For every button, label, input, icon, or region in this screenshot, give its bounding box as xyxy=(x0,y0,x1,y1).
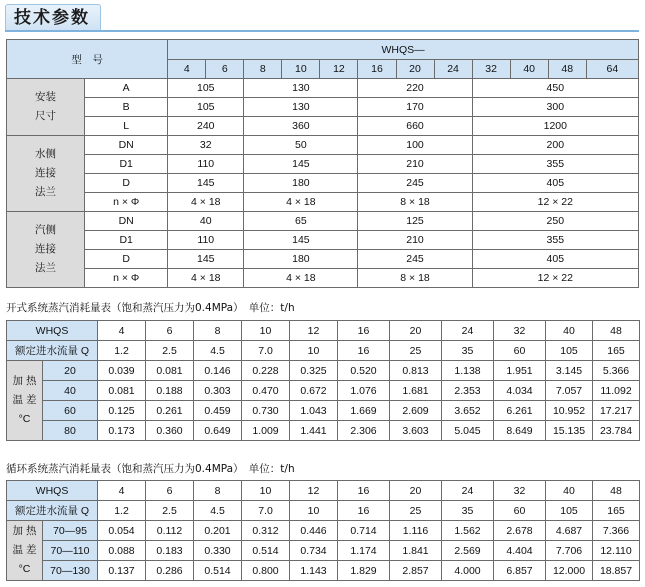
table-cell: 1.116 xyxy=(390,521,442,541)
model-number: 16 xyxy=(338,481,390,501)
model-number: 48 xyxy=(593,321,640,341)
table-cell: 105 xyxy=(546,341,593,361)
table-cell: 0.514 xyxy=(194,561,242,581)
table-cell: 660 xyxy=(358,117,472,136)
model-number: 48 xyxy=(593,481,640,501)
table-cell: 60 xyxy=(494,341,546,361)
table-cell: 170 xyxy=(358,98,472,117)
model-number: 10 xyxy=(282,60,320,79)
row-name: DN xyxy=(85,212,168,231)
model-number: 4 xyxy=(98,321,146,341)
section-title: 技术参数 xyxy=(14,8,90,28)
table-cell: 0.261 xyxy=(146,401,194,421)
table-cell: 4 × 18 xyxy=(168,269,244,288)
table-cell: 8 × 18 xyxy=(358,193,472,212)
table-cell: 210 xyxy=(358,231,472,250)
table-cell: 0.330 xyxy=(194,541,242,561)
table-cell: 3.145 xyxy=(546,361,593,381)
cycle-system-table xyxy=(6,480,640,581)
table-cell: 105 xyxy=(168,79,244,98)
temp-value: 20 xyxy=(43,361,98,381)
row-name: n × Φ xyxy=(85,193,168,212)
row-name: D xyxy=(85,250,168,269)
temp-label-line: °C xyxy=(18,413,31,425)
section-title-tab xyxy=(5,4,101,32)
temp-label-line: 加 热 xyxy=(12,525,37,537)
table-cell: 145 xyxy=(244,231,358,250)
table-cell: 130 xyxy=(244,98,358,117)
table-cell: 0.470 xyxy=(242,381,290,401)
temp-value: 70—95 xyxy=(43,521,98,541)
group-label-line: 连接 xyxy=(35,243,57,255)
temp-label-line: °C xyxy=(18,563,31,575)
table-cell: 130 xyxy=(244,79,358,98)
table-cell: 5.366 xyxy=(593,361,640,381)
open-system-caption: 开式系统蒸汽消耗量表（饱和蒸汽压力为0.4MPa） 单位：t/h xyxy=(6,302,295,314)
temp-value: 80 xyxy=(43,421,98,441)
temp-value: 70—130 xyxy=(43,561,98,581)
cycle-system-caption: 循环系统蒸汽消耗量表（饱和蒸汽压力为0.4MPa） 单位：t/h xyxy=(6,463,295,475)
temp-label-line: 加 热 xyxy=(12,375,37,387)
temp-value: 70—110 xyxy=(43,541,98,561)
table-cell: 6.261 xyxy=(494,401,546,421)
table-row xyxy=(7,79,639,98)
table-cell: 2.306 xyxy=(338,421,390,441)
model-number: 6 xyxy=(146,481,194,501)
table-cell: 1200 xyxy=(472,117,638,136)
table-cell: 0.730 xyxy=(242,401,290,421)
model-number: 32 xyxy=(472,60,510,79)
table-cell: 450 xyxy=(472,79,638,98)
table-cell: 1.562 xyxy=(442,521,494,541)
table-cell: 4 × 18 xyxy=(168,193,244,212)
table-row xyxy=(7,250,639,269)
model-number: 20 xyxy=(396,60,434,79)
table-cell: 0.088 xyxy=(98,541,146,561)
table-cell: 2.353 xyxy=(442,381,494,401)
table-cell: 1.009 xyxy=(242,421,290,441)
table-cell: 4.034 xyxy=(494,381,546,401)
table-cell: 25 xyxy=(390,501,442,521)
table-cell: 0.520 xyxy=(338,361,390,381)
model-label: WHQS xyxy=(7,321,98,341)
table-cell: 1.2 xyxy=(98,341,146,361)
table-cell: 355 xyxy=(472,155,638,174)
group-label-steam xyxy=(7,212,85,288)
table-cell: 0.312 xyxy=(242,521,290,541)
temp-value: 40 xyxy=(43,381,98,401)
table-cell: 405 xyxy=(472,174,638,193)
table-cell: 10 xyxy=(290,501,338,521)
table-cell: 15.135 xyxy=(546,421,593,441)
model-number-row xyxy=(7,481,640,501)
table-cell: 220 xyxy=(358,79,472,98)
table-cell: 0.112 xyxy=(146,521,194,541)
model-number: 12 xyxy=(290,321,338,341)
table-cell: 12.000 xyxy=(546,561,593,581)
table-cell: 1.143 xyxy=(290,561,338,581)
table-cell: 10 xyxy=(290,341,338,361)
table-cell: 7.706 xyxy=(546,541,593,561)
table-cell: 2.609 xyxy=(390,401,442,421)
table-row xyxy=(7,212,639,231)
table-cell: 25 xyxy=(390,341,442,361)
table-row xyxy=(7,174,639,193)
model-number: 20 xyxy=(390,481,442,501)
group-label-line: 安装 xyxy=(35,91,57,103)
model-number: 8 xyxy=(194,321,242,341)
model-number: 10 xyxy=(242,321,290,341)
series-label: WHQS— xyxy=(168,40,639,60)
table-cell: 105 xyxy=(168,98,244,117)
model-number: 24 xyxy=(442,481,494,501)
table-cell: 165 xyxy=(593,341,640,361)
model-number: 40 xyxy=(510,60,548,79)
open-system-table xyxy=(6,320,640,441)
table-cell: 7.0 xyxy=(242,341,290,361)
model-number: 48 xyxy=(548,60,586,79)
group-label-install xyxy=(7,79,85,136)
table-cell: 4 × 18 xyxy=(244,269,358,288)
model-number: 16 xyxy=(338,321,390,341)
model-number: 24 xyxy=(442,321,494,341)
row-name: n × Φ xyxy=(85,269,168,288)
row-name: D1 xyxy=(85,155,168,174)
model-number: 64 xyxy=(586,60,638,79)
table-cell: 210 xyxy=(358,155,472,174)
table-cell: 0.137 xyxy=(98,561,146,581)
table-cell: 110 xyxy=(168,155,244,174)
table-cell: 0.201 xyxy=(194,521,242,541)
table-cell: 7.0 xyxy=(242,501,290,521)
table-cell: 0.459 xyxy=(194,401,242,421)
table-cell: 145 xyxy=(244,155,358,174)
table-cell: 4.5 xyxy=(194,341,242,361)
table-cell: 0.039 xyxy=(98,361,146,381)
table-cell: 2.5 xyxy=(146,341,194,361)
table-cell: 0.188 xyxy=(146,381,194,401)
row-name: D xyxy=(85,174,168,193)
table-row xyxy=(7,361,640,381)
table-cell: 360 xyxy=(244,117,358,136)
table-cell: 4.5 xyxy=(194,501,242,521)
table-cell: 3.603 xyxy=(390,421,442,441)
table-cell: 7.366 xyxy=(593,521,640,541)
table-cell: 10.952 xyxy=(546,401,593,421)
table-row xyxy=(7,231,639,250)
table-cell: 12 × 22 xyxy=(472,269,638,288)
table-cell: 1.441 xyxy=(290,421,338,441)
table-cell: 355 xyxy=(472,231,638,250)
group-label-line: 连接 xyxy=(35,167,57,179)
table-cell: 8 × 18 xyxy=(358,269,472,288)
table-cell: 23.784 xyxy=(593,421,640,441)
temp-label-line: 温 差 xyxy=(12,544,37,556)
table-row xyxy=(7,541,640,561)
table-cell: 1.174 xyxy=(338,541,390,561)
section-header xyxy=(0,0,645,34)
table-cell: 0.714 xyxy=(338,521,390,541)
table-cell: 0.125 xyxy=(98,401,146,421)
table-cell: 0.360 xyxy=(146,421,194,441)
group-label-line: 法兰 xyxy=(35,186,57,198)
row-name: B xyxy=(85,98,168,117)
temp-diff-label xyxy=(7,361,43,441)
rated-flow-label: 额定进水流量 Q xyxy=(7,501,98,521)
table-cell: 300 xyxy=(472,98,638,117)
table-cell: 240 xyxy=(168,117,244,136)
table-cell: 0.081 xyxy=(146,361,194,381)
model-number: 40 xyxy=(546,321,593,341)
table-cell: 2.857 xyxy=(390,561,442,581)
table-cell: 0.813 xyxy=(390,361,442,381)
table-cell: 145 xyxy=(168,174,244,193)
table-cell: 1.951 xyxy=(494,361,546,381)
table-cell: 1.841 xyxy=(390,541,442,561)
table-cell: 100 xyxy=(358,136,472,155)
group-label-line: 水侧 xyxy=(35,148,57,160)
model-number: 12 xyxy=(320,60,358,79)
group-label-water xyxy=(7,136,85,212)
header-rule xyxy=(5,30,639,32)
table-cell: 405 xyxy=(472,250,638,269)
table-cell: 11.092 xyxy=(593,381,640,401)
model-number: 8 xyxy=(194,481,242,501)
table-row xyxy=(7,561,640,581)
temp-value: 60 xyxy=(43,401,98,421)
table-cell: 7.057 xyxy=(546,381,593,401)
model-number: 10 xyxy=(242,481,290,501)
model-number: 12 xyxy=(290,481,338,501)
table-row xyxy=(7,381,640,401)
table-cell: 165 xyxy=(593,501,640,521)
table-cell: 6.857 xyxy=(494,561,546,581)
rated-flow-row xyxy=(7,501,640,521)
table-cell: 0.649 xyxy=(194,421,242,441)
table-row xyxy=(7,98,639,117)
table-cell: 2.5 xyxy=(146,501,194,521)
row-name: A xyxy=(85,79,168,98)
table-cell: 110 xyxy=(168,231,244,250)
model-number: 32 xyxy=(494,321,546,341)
table-cell: 145 xyxy=(168,250,244,269)
table-cell: 1.829 xyxy=(338,561,390,581)
table-cell: 180 xyxy=(244,174,358,193)
temp-diff-label xyxy=(7,521,43,581)
table-cell: 4.687 xyxy=(546,521,593,541)
table-cell: 250 xyxy=(472,212,638,231)
table-cell: 8.649 xyxy=(494,421,546,441)
table-row xyxy=(7,136,639,155)
model-number: 4 xyxy=(168,60,206,79)
group-label-line: 法兰 xyxy=(35,262,57,274)
tech-params-table xyxy=(6,39,639,288)
table-cell: 4 × 18 xyxy=(244,193,358,212)
model-number-row xyxy=(7,321,640,341)
table-cell: 17.217 xyxy=(593,401,640,421)
row-name: DN xyxy=(85,136,168,155)
table-cell: 1.076 xyxy=(338,381,390,401)
table-cell: 200 xyxy=(472,136,638,155)
table-cell: 0.303 xyxy=(194,381,242,401)
table-cell: 0.146 xyxy=(194,361,242,381)
table-cell: 1.681 xyxy=(390,381,442,401)
table-cell: 0.800 xyxy=(242,561,290,581)
table-cell: 0.286 xyxy=(146,561,194,581)
table-cell: 0.734 xyxy=(290,541,338,561)
model-number: 16 xyxy=(358,60,396,79)
table-cell: 0.054 xyxy=(98,521,146,541)
table-cell: 65 xyxy=(244,212,358,231)
table-cell: 35 xyxy=(442,341,494,361)
rated-flow-label: 额定进水流量 Q xyxy=(7,341,98,361)
table-cell: 2.569 xyxy=(442,541,494,561)
table-row xyxy=(7,155,639,174)
rated-flow-row xyxy=(7,341,640,361)
table-cell: 0.183 xyxy=(146,541,194,561)
table-cell: 0.228 xyxy=(242,361,290,381)
model-label: 型 号 xyxy=(7,40,168,79)
group-label-line: 汽侧 xyxy=(35,224,57,236)
model-number: 6 xyxy=(146,321,194,341)
table-cell: 1.043 xyxy=(290,401,338,421)
group-label-line: 尺寸 xyxy=(35,110,57,122)
table-row xyxy=(7,421,640,441)
table-cell: 2.678 xyxy=(494,521,546,541)
table-cell: 105 xyxy=(546,501,593,521)
table-cell: 0.325 xyxy=(290,361,338,381)
table-cell: 0.672 xyxy=(290,381,338,401)
table-row xyxy=(7,269,639,288)
table-cell: 1.2 xyxy=(98,501,146,521)
model-number: 40 xyxy=(546,481,593,501)
table-cell: 125 xyxy=(358,212,472,231)
table-cell: 16 xyxy=(338,341,390,361)
model-number: 24 xyxy=(434,60,472,79)
table-row xyxy=(7,117,639,136)
table-cell: 35 xyxy=(442,501,494,521)
table-cell: 32 xyxy=(168,136,244,155)
table-cell: 180 xyxy=(244,250,358,269)
table-cell: 18.857 xyxy=(593,561,640,581)
table-cell: 12 × 22 xyxy=(472,193,638,212)
table-cell: 5.045 xyxy=(442,421,494,441)
table-cell: 1.138 xyxy=(442,361,494,381)
table-cell: 0.514 xyxy=(242,541,290,561)
table-cell: 3.652 xyxy=(442,401,494,421)
table-row xyxy=(7,401,640,421)
model-number: 6 xyxy=(206,60,244,79)
model-label: WHQS xyxy=(7,481,98,501)
row-name: L xyxy=(85,117,168,136)
row-name: D1 xyxy=(85,231,168,250)
table-cell: 40 xyxy=(168,212,244,231)
table-cell: 0.081 xyxy=(98,381,146,401)
table-cell: 1.669 xyxy=(338,401,390,421)
model-number: 8 xyxy=(244,60,282,79)
table-cell: 245 xyxy=(358,250,472,269)
model-number: 4 xyxy=(98,481,146,501)
model-number: 20 xyxy=(390,321,442,341)
table-cell: 16 xyxy=(338,501,390,521)
table-cell: 245 xyxy=(358,174,472,193)
table-cell: 0.173 xyxy=(98,421,146,441)
table-cell: 4.000 xyxy=(442,561,494,581)
model-number: 32 xyxy=(494,481,546,501)
temp-label-line: 温 差 xyxy=(12,394,37,406)
table-cell: 0.446 xyxy=(290,521,338,541)
table-row xyxy=(7,521,640,541)
table-row xyxy=(7,193,639,212)
table-cell: 4.404 xyxy=(494,541,546,561)
table-cell: 12.110 xyxy=(593,541,640,561)
table-cell: 50 xyxy=(244,136,358,155)
table-cell: 60 xyxy=(494,501,546,521)
